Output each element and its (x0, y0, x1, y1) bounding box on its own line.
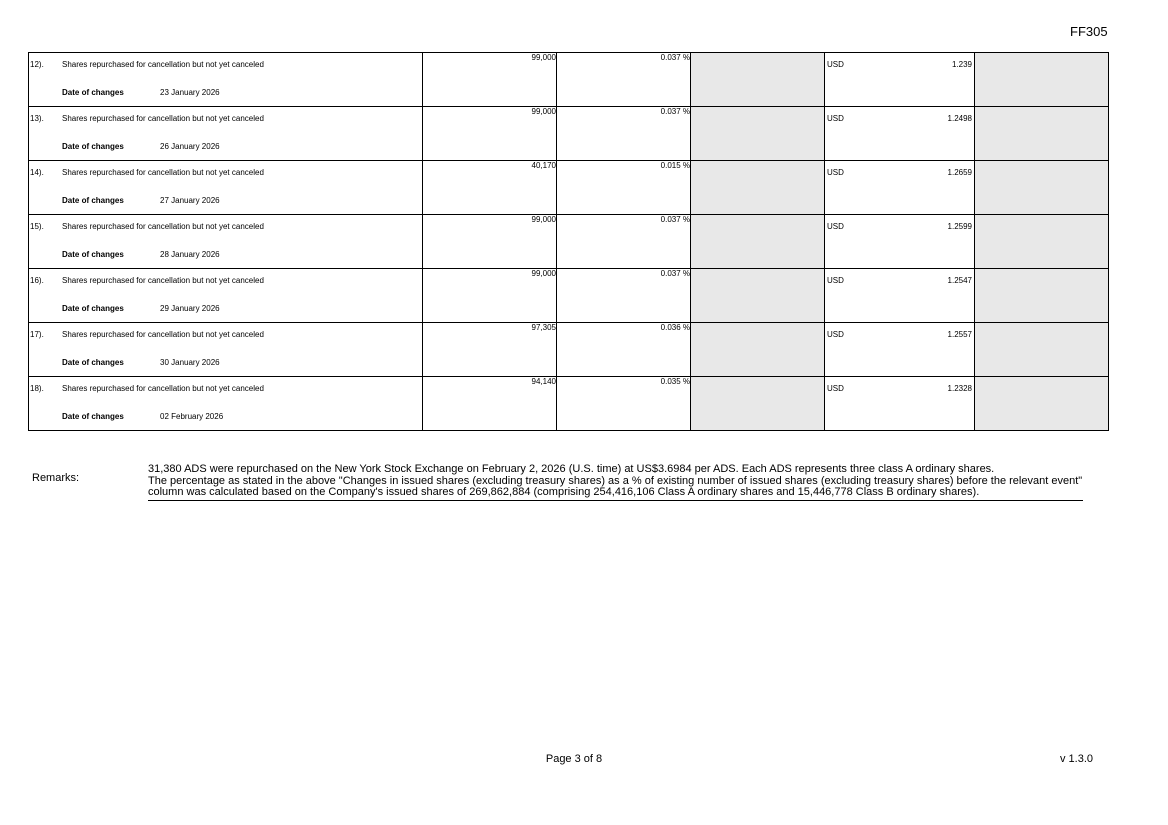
row-description: Shares repurchased for cancellation but not yet canceled (62, 330, 264, 339)
shares-cell: 99,000 (423, 269, 557, 323)
percent-cell: 0.035 % (557, 377, 691, 431)
currency: USD (827, 330, 844, 339)
date-of-changes-value: 29 January 2026 (160, 304, 220, 313)
price-cell (825, 53, 975, 107)
shaded-cell (975, 269, 1109, 323)
row-description: Shares repurchased for cancellation but not yet canceled (62, 168, 264, 177)
table-row (29, 107, 1109, 161)
price-value: 1.239 (951, 60, 972, 69)
price-cell (825, 377, 975, 431)
price-value: 1.2547 (947, 276, 972, 285)
percent-cell: 0.037 % (557, 107, 691, 161)
page-number: Page 3 of 8 (545, 753, 603, 765)
shares-cell: 99,000 (423, 53, 557, 107)
description-cell (29, 161, 423, 215)
currency: USD (827, 384, 844, 393)
row-index: 15). (30, 222, 44, 231)
row-description: Shares repurchased for cancellation but not yet canceled (62, 384, 264, 393)
date-of-changes-label: Date of changes (62, 304, 124, 313)
row-description: Shares repurchased for cancellation but not yet canceled (62, 222, 264, 231)
description-cell (29, 107, 423, 161)
price-value: 1.2557 (947, 330, 972, 339)
shaded-cell (691, 215, 825, 269)
shares-cell: 94,140 (423, 377, 557, 431)
shaded-cell (975, 377, 1109, 431)
currency: USD (827, 222, 844, 231)
table-row (29, 215, 1109, 269)
percent-cell: 0.037 % (557, 269, 691, 323)
price-value: 1.2328 (947, 384, 972, 393)
row-index: 14). (30, 168, 44, 177)
currency: USD (827, 60, 844, 69)
row-index: 13). (30, 114, 44, 123)
percent-cell: 0.015 % (557, 161, 691, 215)
date-of-changes-label: Date of changes (62, 196, 124, 205)
remarks-text (148, 464, 1083, 501)
shares-cell: 99,000 (423, 107, 557, 161)
description-cell (29, 377, 423, 431)
date-of-changes-label: Date of changes (62, 358, 124, 367)
row-index: 18). (30, 384, 44, 393)
date-of-changes-label: Date of changes (62, 250, 124, 259)
date-of-changes-value: 23 January 2026 (160, 88, 220, 97)
percent-cell: 0.037 % (557, 53, 691, 107)
shaded-cell (975, 215, 1109, 269)
remarks-paragraph-1: 31,380 ADS were repurchased on the New York Stock Exchange on February 2, 2026 (U.S. time) at US$3.6984 per ADS. Each ADS represents three class A ordinary shares. (148, 463, 995, 475)
currency: USD (827, 114, 844, 123)
currency: USD (827, 276, 844, 285)
shares-cell: 99,000 (423, 215, 557, 269)
row-index: 17). (30, 330, 44, 339)
shaded-cell (691, 377, 825, 431)
shaded-cell (975, 53, 1109, 107)
description-cell (29, 269, 423, 323)
shaded-cell (691, 107, 825, 161)
row-index: 16). (30, 276, 44, 285)
form-code: FF305 (1070, 24, 1108, 39)
form-version: v 1.3.0 (1060, 753, 1094, 765)
percent-cell: 0.037 % (557, 215, 691, 269)
shaded-cell (975, 107, 1109, 161)
remarks-label: Remarks: (32, 472, 80, 484)
shaded-cell (691, 269, 825, 323)
date-of-changes-value: 02 February 2026 (160, 412, 224, 421)
price-cell (825, 323, 975, 377)
price-cell (825, 215, 975, 269)
percent-cell: 0.036 % (557, 323, 691, 377)
description-cell (29, 53, 423, 107)
date-of-changes-value: 28 January 2026 (160, 250, 220, 259)
table-row (29, 269, 1109, 323)
row-description: Shares repurchased for cancellation but not yet canceled (62, 60, 264, 69)
price-cell (825, 269, 975, 323)
price-value: 1.2599 (947, 222, 972, 231)
price-value: 1.2659 (947, 168, 972, 177)
row-index: 12). (30, 60, 44, 69)
description-cell (29, 323, 423, 377)
table-row (29, 377, 1109, 431)
shaded-cell (975, 323, 1109, 377)
date-of-changes-value: 27 January 2026 (160, 196, 220, 205)
table-row (29, 161, 1109, 215)
shaded-cell (691, 323, 825, 377)
date-of-changes-value: 26 January 2026 (160, 142, 220, 151)
shaded-cell (691, 53, 825, 107)
date-of-changes-label: Date of changes (62, 88, 124, 97)
table-row (29, 323, 1109, 377)
price-value: 1.2498 (947, 114, 972, 123)
row-description: Shares repurchased for cancellation but not yet canceled (62, 114, 264, 123)
price-cell (825, 107, 975, 161)
shares-cell: 97,305 (423, 323, 557, 377)
row-description: Shares repurchased for cancellation but not yet canceled (62, 276, 264, 285)
table-row (29, 53, 1109, 107)
price-cell (825, 161, 975, 215)
date-of-changes-value: 30 January 2026 (160, 358, 220, 367)
description-cell (29, 215, 423, 269)
remarks-paragraph-2: The percentage as stated in the above "Changes in issued shares (excluding treasury shares) as a % of existing number of issued shares (excluding treasury shares) before the relevant event" column was calculated based on the Company's issued shares of 269,862,884 (comprising 254,416,106 Class A ordinary shares and 15,446,778 Class B ordinary shares). (148, 474, 1083, 498)
shaded-cell (975, 161, 1109, 215)
share-changes-table (28, 52, 1109, 431)
date-of-changes-label: Date of changes (62, 412, 124, 421)
shares-cell: 40,170 (423, 161, 557, 215)
currency: USD (827, 168, 844, 177)
shaded-cell (691, 161, 825, 215)
date-of-changes-label: Date of changes (62, 142, 124, 151)
